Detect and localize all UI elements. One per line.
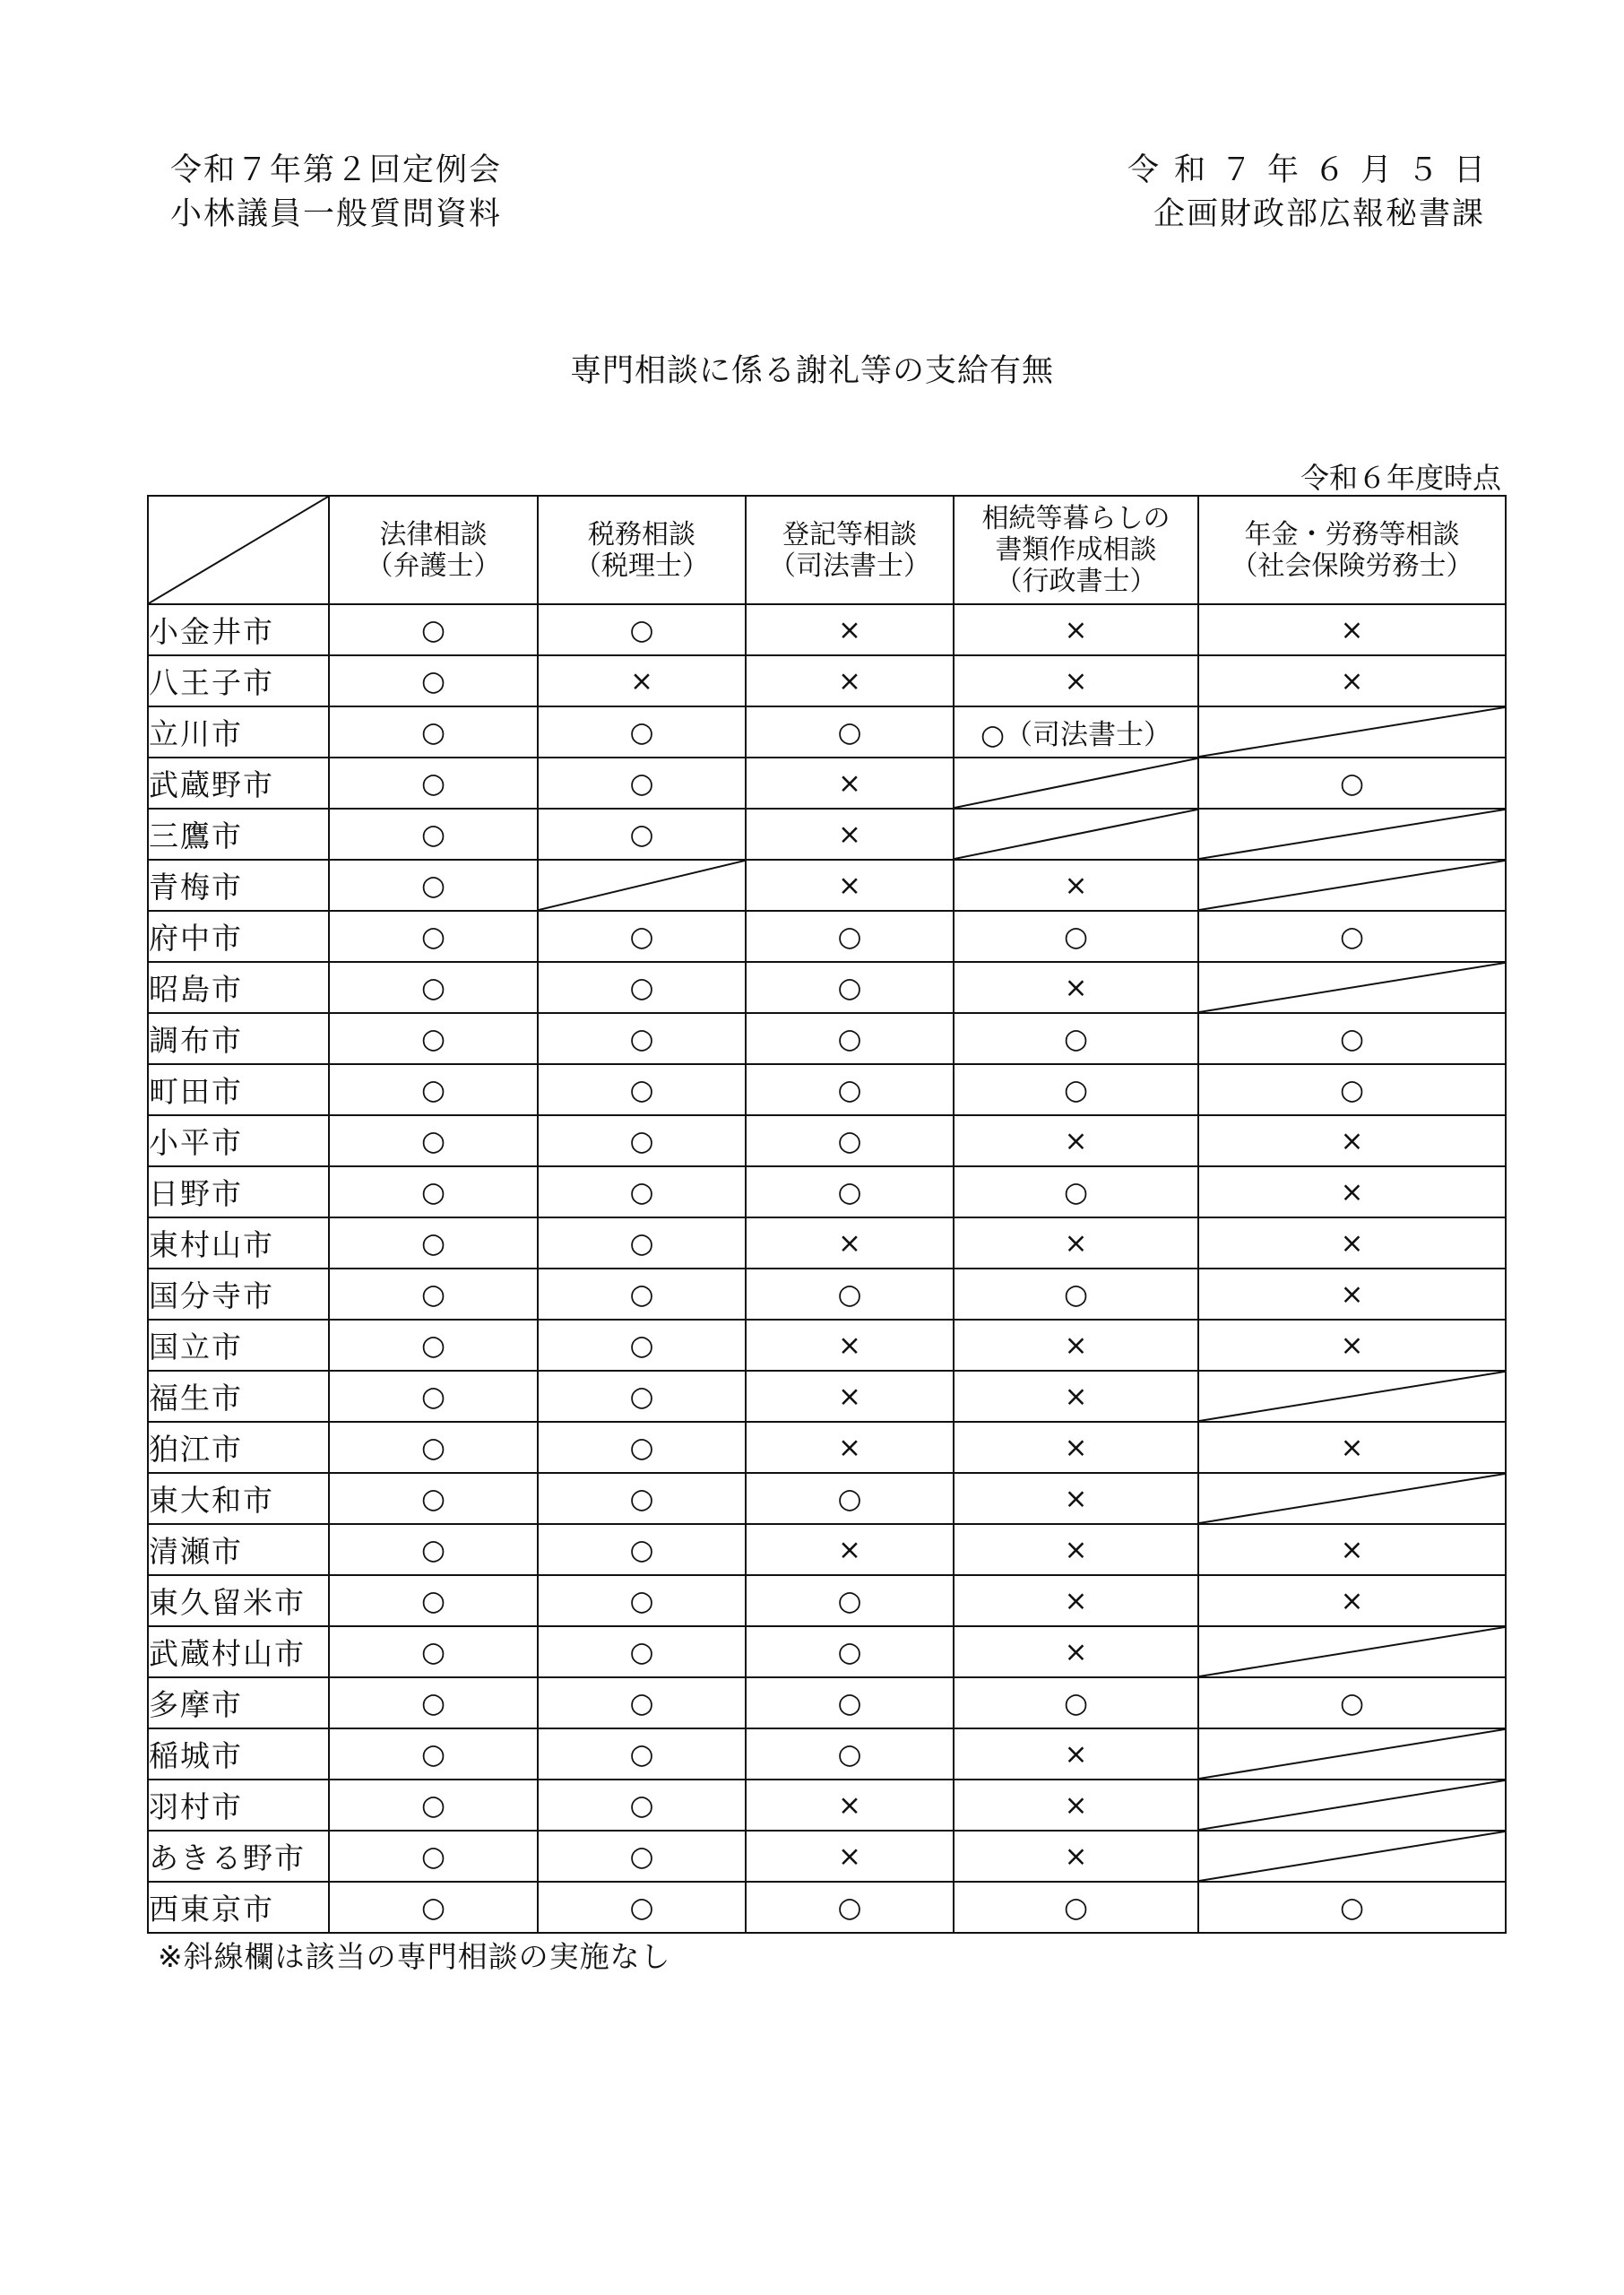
column-header-documents — [954, 496, 1198, 604]
paid-mark-cell: ○ — [329, 1217, 538, 1269]
paid-mark-cell: ○ — [1198, 758, 1506, 809]
table-row — [148, 1677, 1506, 1728]
paid-mark-cell: ○ — [538, 809, 746, 860]
paid-mark-cell: ○ — [1198, 1064, 1506, 1115]
column-header-registration — [746, 496, 954, 604]
paid-mark-cell: ○ — [538, 758, 746, 809]
unpaid-mark-cell: × — [746, 809, 954, 860]
paid-mark-cell: ○ — [538, 1473, 746, 1524]
paid-mark-cell: ○ — [538, 604, 746, 655]
column-header-line: （司法書士） — [769, 550, 930, 582]
not-offered-cell — [1198, 1371, 1506, 1422]
table-row — [148, 655, 1506, 706]
city-cell: 立川市 — [148, 706, 329, 758]
paid-mark-cell: ○ — [538, 1166, 746, 1217]
paid-mark-cell: ○ — [538, 1320, 746, 1371]
paid-mark-cell: ○ — [954, 1064, 1198, 1115]
not-offered-diagonal — [1199, 810, 1505, 859]
paid-mark-cell: ○ — [746, 1677, 954, 1728]
unpaid-mark-cell: × — [1198, 1115, 1506, 1166]
column-header-line: 相続等暮らしの — [981, 503, 1170, 534]
paid-mark-cell: ○ — [329, 1013, 538, 1064]
column-header-pension — [1198, 496, 1506, 604]
table-row — [148, 809, 1506, 860]
paid-mark-cell: ○ — [746, 1473, 954, 1524]
table-row — [148, 1217, 1506, 1269]
paid-mark-cell: ○ — [329, 1115, 538, 1166]
unpaid-mark-cell: × — [746, 1371, 954, 1422]
unpaid-mark-cell: × — [746, 1831, 954, 1882]
paid-mark-cell: ○ — [538, 1677, 746, 1728]
header-right — [1127, 149, 1500, 237]
not-offered-diagonal — [1199, 1372, 1505, 1421]
table-row — [148, 1013, 1506, 1064]
table-row — [148, 860, 1506, 911]
city-cell: 武蔵村山市 — [148, 1626, 329, 1677]
paid-mark-cell: ○ — [538, 1831, 746, 1882]
unpaid-mark-cell: × — [746, 1320, 954, 1371]
table-row — [148, 1524, 1506, 1575]
corner-cell — [148, 496, 329, 604]
paid-mark-cell: ○ — [746, 1115, 954, 1166]
not-offered-diagonal — [1199, 861, 1505, 910]
city-cell: 清瀬市 — [148, 1524, 329, 1575]
paid-mark-cell: ○ — [538, 1882, 746, 1933]
not-offered-cell — [1198, 706, 1506, 758]
unpaid-mark-cell: × — [954, 1780, 1198, 1831]
consultation-table — [147, 495, 1507, 1934]
unpaid-mark-cell: × — [746, 604, 954, 655]
table-row — [148, 1064, 1506, 1115]
paid-mark-cell: ○ — [329, 1473, 538, 1524]
paid-mark-cell: ○ — [538, 1728, 746, 1780]
paid-mark-cell: ○（司法書士） — [954, 706, 1198, 758]
paid-mark-cell: ○ — [329, 1320, 538, 1371]
table-row — [148, 962, 1506, 1013]
paid-mark-cell: ○ — [329, 1064, 538, 1115]
column-header-line: 法律相談 — [379, 518, 488, 550]
table-row — [148, 1422, 1506, 1473]
paid-mark-cell: ○ — [538, 1217, 746, 1269]
paid-mark-cell: ○ — [329, 655, 538, 706]
paid-mark-cell: ○ — [538, 911, 746, 962]
document-title: 専門相談に係る謝礼等の支給有無 — [569, 353, 1054, 389]
table-body — [148, 604, 1506, 1933]
paid-mark-cell: ○ — [538, 1780, 746, 1831]
city-cell: 福生市 — [148, 1371, 329, 1422]
column-header-line: 年金・労務等相談 — [1244, 518, 1460, 550]
paid-mark-cell: ○ — [954, 1882, 1198, 1933]
paid-mark-cell: ○ — [329, 1626, 538, 1677]
paid-mark-cell: ○ — [746, 706, 954, 758]
not-offered-cell — [1198, 1831, 1506, 1882]
column-header-legal — [329, 496, 538, 604]
city-cell: 昭島市 — [148, 962, 329, 1013]
city-cell: 東村山市 — [148, 1217, 329, 1269]
paid-mark-cell: ○ — [329, 1780, 538, 1831]
paid-mark-cell: ○ — [538, 1013, 746, 1064]
city-cell: 調布市 — [148, 1013, 329, 1064]
column-header-tax — [538, 496, 746, 604]
table-row — [148, 1166, 1506, 1217]
unpaid-mark-cell: × — [954, 1575, 1198, 1626]
not-offered-diagonal — [1199, 1832, 1505, 1881]
table-row — [148, 1320, 1506, 1371]
paid-mark-cell: ○ — [1198, 1013, 1506, 1064]
unpaid-mark-cell: × — [954, 860, 1198, 911]
city-cell: 青梅市 — [148, 860, 329, 911]
paid-mark-cell: ○ — [1198, 911, 1506, 962]
not-offered-cell — [1198, 962, 1506, 1013]
paid-mark-cell: ○ — [329, 962, 538, 1013]
paid-mark-cell: ○ — [538, 1269, 746, 1320]
unpaid-mark-cell: × — [954, 1728, 1198, 1780]
city-cell: 日野市 — [148, 1166, 329, 1217]
not-offered-diagonal — [1199, 963, 1505, 1012]
city-cell: 国立市 — [148, 1320, 329, 1371]
session-label: 令和７年第２回定例会 — [170, 152, 503, 188]
table-row — [148, 1473, 1506, 1524]
paid-mark-cell: ○ — [329, 1524, 538, 1575]
not-offered-cell — [1198, 809, 1506, 860]
paid-mark-cell: ○ — [329, 758, 538, 809]
column-header-line: （行政書士） — [995, 566, 1157, 597]
city-cell: 八王子市 — [148, 655, 329, 706]
unpaid-mark-cell: × — [746, 1780, 954, 1831]
unpaid-mark-cell: × — [1198, 1575, 1506, 1626]
paid-mark-cell: ○ — [329, 604, 538, 655]
city-cell: あきる野市 — [148, 1831, 329, 1882]
paid-mark-cell: ○ — [538, 1575, 746, 1626]
table-row — [148, 1115, 1506, 1166]
paid-mark-cell: ○ — [1198, 1677, 1506, 1728]
paid-mark-cell: ○ — [746, 962, 954, 1013]
unpaid-mark-cell: × — [1198, 1217, 1506, 1269]
paid-mark-cell: ○ — [538, 1115, 746, 1166]
unpaid-mark-cell: × — [1198, 1422, 1506, 1473]
city-cell: 小金井市 — [148, 604, 329, 655]
column-header-line: （社会保険労務士） — [1231, 550, 1473, 582]
table-row — [148, 758, 1506, 809]
unpaid-mark-cell: × — [746, 860, 954, 911]
not-offered-diagonal — [955, 758, 1197, 808]
city-cell: 稲城市 — [148, 1728, 329, 1780]
paid-mark-cell: ○ — [538, 962, 746, 1013]
city-cell: 武蔵野市 — [148, 758, 329, 809]
table-row — [148, 706, 1506, 758]
not-offered-diagonal — [1199, 1474, 1505, 1523]
unpaid-mark-cell: × — [954, 1371, 1198, 1422]
unpaid-mark-cell: × — [954, 1626, 1198, 1677]
corner-diagonal — [149, 497, 328, 603]
paid-mark-cell: ○ — [329, 1882, 538, 1933]
city-cell: 府中市 — [148, 911, 329, 962]
unpaid-mark-cell: × — [746, 655, 954, 706]
table-row — [148, 604, 1506, 655]
unpaid-mark-cell: × — [746, 1217, 954, 1269]
not-offered-diagonal — [1199, 1729, 1505, 1779]
unpaid-mark-cell: × — [746, 758, 954, 809]
city-cell: 多摩市 — [148, 1677, 329, 1728]
not-offered-diagonal — [1199, 1780, 1505, 1830]
paid-mark-cell: ○ — [329, 1422, 538, 1473]
unpaid-mark-cell: × — [1198, 1320, 1506, 1371]
department-label: 企画財政部広報秘書課 — [1153, 196, 1485, 232]
unpaid-mark-cell: × — [1198, 1166, 1506, 1217]
paid-mark-cell: ○ — [746, 1882, 954, 1933]
table-row — [148, 911, 1506, 962]
material-label: 小林議員一般質問資料 — [170, 196, 503, 232]
paid-mark-cell: ○ — [329, 809, 538, 860]
paid-mark-cell: ○ — [329, 706, 538, 758]
paid-mark-cell: ○ — [538, 1524, 746, 1575]
paid-mark-cell: ○ — [329, 1831, 538, 1882]
city-cell: 小平市 — [148, 1115, 329, 1166]
not-offered-cell — [954, 809, 1198, 860]
paid-mark-cell: ○ — [329, 1575, 538, 1626]
unpaid-mark-cell: × — [954, 962, 1198, 1013]
paid-mark-cell: ○ — [954, 1269, 1198, 1320]
not-offered-diagonal — [539, 861, 745, 910]
not-offered-cell — [1198, 1473, 1506, 1524]
table-row — [148, 1371, 1506, 1422]
paid-mark-cell: ○ — [746, 1269, 954, 1320]
unpaid-mark-cell: × — [1198, 1524, 1506, 1575]
paid-mark-cell: ○ — [538, 1626, 746, 1677]
unpaid-mark-cell: × — [954, 1831, 1198, 1882]
table-row — [148, 1780, 1506, 1831]
city-cell: 西東京市 — [148, 1882, 329, 1933]
not-offered-cell — [1198, 860, 1506, 911]
unpaid-mark-cell: × — [954, 604, 1198, 655]
city-cell: 東大和市 — [148, 1473, 329, 1524]
city-cell: 東久留米市 — [148, 1575, 329, 1626]
unpaid-mark-cell: × — [1198, 1269, 1506, 1320]
header-row — [148, 496, 1506, 604]
paid-mark-cell: ○ — [954, 1013, 1198, 1064]
city-cell: 羽村市 — [148, 1780, 329, 1831]
not-offered-cell — [1198, 1626, 1506, 1677]
unpaid-mark-cell: × — [954, 1422, 1198, 1473]
not-offered-cell — [1198, 1728, 1506, 1780]
column-header-line: 登記等相談 — [782, 518, 917, 550]
paid-mark-cell: ○ — [329, 1269, 538, 1320]
not-offered-diagonal — [1199, 1627, 1505, 1676]
city-cell: 狛江市 — [148, 1422, 329, 1473]
paid-mark-cell: ○ — [954, 1677, 1198, 1728]
document-date: 令和７年６月５日 — [1127, 152, 1500, 188]
city-cell: 三鷹市 — [148, 809, 329, 860]
unpaid-mark-cell: × — [1198, 604, 1506, 655]
not-offered-diagonal — [955, 810, 1197, 859]
as-of-label: 令和６年度時点 — [1300, 461, 1501, 495]
city-cell: 町田市 — [148, 1064, 329, 1115]
paid-mark-cell: ○ — [329, 1677, 538, 1728]
paid-mark-cell: ○ — [746, 1166, 954, 1217]
paid-mark-cell: ○ — [954, 911, 1198, 962]
footnote: ※斜線欄は該当の専門相談の実施なし — [158, 1939, 671, 1974]
unpaid-mark-cell: × — [954, 655, 1198, 706]
unpaid-mark-cell: × — [954, 1524, 1198, 1575]
unpaid-mark-cell: × — [954, 1473, 1198, 1524]
paid-mark-cell: ○ — [746, 911, 954, 962]
table-row — [148, 1269, 1506, 1320]
paid-mark-cell: ○ — [329, 911, 538, 962]
paid-mark-cell: ○ — [329, 1166, 538, 1217]
table-row — [148, 1575, 1506, 1626]
column-header-line: 税務相談 — [588, 518, 695, 550]
unpaid-mark-cell: × — [538, 655, 746, 706]
not-offered-cell — [538, 860, 746, 911]
unpaid-mark-cell: × — [954, 1115, 1198, 1166]
paid-mark-cell: ○ — [329, 860, 538, 911]
paid-mark-cell: ○ — [538, 1371, 746, 1422]
table-row — [148, 1882, 1506, 1933]
unpaid-mark-cell: × — [954, 1320, 1198, 1371]
city-cell: 国分寺市 — [148, 1269, 329, 1320]
paid-mark-cell: ○ — [954, 1166, 1198, 1217]
not-offered-diagonal — [1199, 707, 1505, 757]
unpaid-mark-cell: × — [954, 1217, 1198, 1269]
unpaid-mark-cell: × — [1198, 655, 1506, 706]
paid-mark-cell: ○ — [746, 1575, 954, 1626]
not-offered-cell — [1198, 1780, 1506, 1831]
paid-mark-cell: ○ — [329, 1728, 538, 1780]
not-offered-cell — [954, 758, 1198, 809]
paid-mark-cell: ○ — [329, 1371, 538, 1422]
column-header-line: 書類作成相談 — [995, 534, 1157, 566]
paid-mark-cell: ○ — [1198, 1882, 1506, 1933]
header-left — [170, 149, 502, 237]
paid-mark-cell: ○ — [746, 1013, 954, 1064]
paid-mark-cell: ○ — [746, 1626, 954, 1677]
unpaid-mark-cell: × — [746, 1524, 954, 1575]
column-header-line: （税理士） — [574, 550, 709, 582]
table-row — [148, 1831, 1506, 1882]
column-header-line: （弁護士） — [366, 550, 501, 582]
paid-mark-cell: ○ — [538, 1064, 746, 1115]
paid-mark-cell: ○ — [746, 1064, 954, 1115]
table-row — [148, 1626, 1506, 1677]
unpaid-mark-cell: × — [746, 1422, 954, 1473]
paid-mark-cell: ○ — [538, 706, 746, 758]
paid-mark-cell: ○ — [746, 1728, 954, 1780]
table-row — [148, 1728, 1506, 1780]
paid-mark-cell: ○ — [538, 1422, 746, 1473]
